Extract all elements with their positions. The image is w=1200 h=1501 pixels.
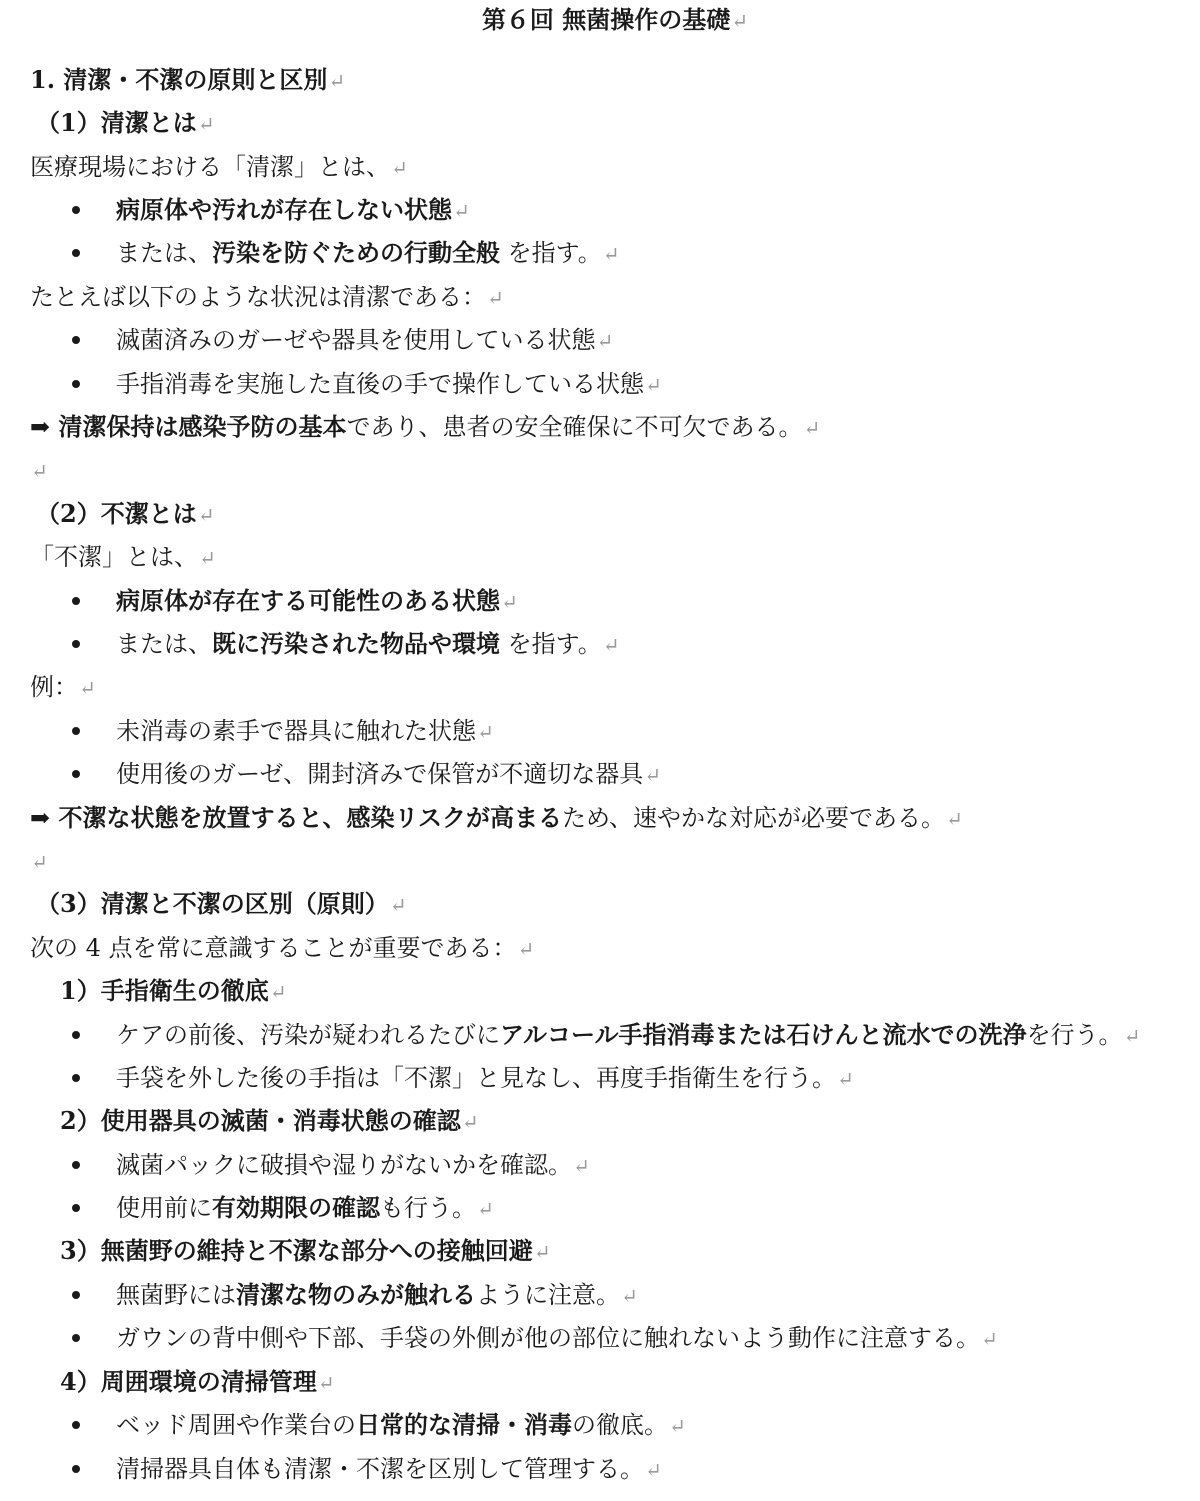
paragraph: 「不潔」とは、↵	[30, 543, 216, 571]
bullet-icon	[72, 1074, 80, 1082]
conclusion: ➡ 清潔保持は感染予防の基本であり、患者の安全確保に不可欠である。↵	[30, 412, 821, 441]
bullet-icon	[72, 1161, 80, 1169]
bullet-icon	[72, 1204, 80, 1212]
document-title: 第６回 無菌操作の基礎↵	[481, 5, 749, 34]
paragraph: たとえば以下のような状況は清潔である：↵	[30, 283, 504, 311]
bullet-icon	[72, 770, 80, 778]
bullet-icon	[72, 206, 80, 214]
point-heading: 1）手指衛生の徹底↵	[60, 976, 287, 1005]
bullet-icon	[72, 727, 80, 735]
bullet-icon	[72, 640, 80, 648]
bullet-icon	[72, 597, 80, 605]
subsection-heading-distinction: （3）清潔と不潔の区別（原則）↵	[36, 889, 407, 918]
bullet-icon	[72, 336, 80, 344]
conclusion: ➡ 不潔な状態を放置すると、感染リスクが高まるため、速やかな対応が必要である。↵	[30, 803, 963, 832]
empty-paragraph: ↵	[31, 850, 48, 874]
bullet-icon	[72, 1291, 80, 1299]
paragraph: 例：↵	[30, 673, 96, 701]
subsection-heading-clean: （1）清潔とは↵	[36, 108, 215, 137]
point-heading: 2）使用器具の滅菌・消毒状態の確認↵	[60, 1106, 479, 1135]
empty-paragraph: ↵	[31, 459, 48, 483]
point-heading: 3）無菌野の維持と不潔な部分への接触回避↵	[60, 1236, 551, 1265]
bullet-icon	[72, 380, 80, 388]
bullet-icon	[72, 1334, 80, 1342]
paragraph: 医療現場における「清潔」とは、↵	[30, 153, 408, 181]
paragraph: 次の 4 点を常に意識することが重要である：↵	[30, 934, 535, 962]
bullet-icon	[72, 1421, 80, 1429]
bullet-icon	[72, 1465, 80, 1473]
section-heading: 1. 清潔・不潔の原則と区別↵	[30, 65, 346, 94]
bullet-icon	[72, 249, 80, 257]
point-heading: 4）周囲環境の清掃管理↵	[60, 1367, 335, 1396]
subsection-heading-unclean: （2）不潔とは↵	[36, 499, 215, 528]
bullet-icon	[72, 1031, 80, 1039]
